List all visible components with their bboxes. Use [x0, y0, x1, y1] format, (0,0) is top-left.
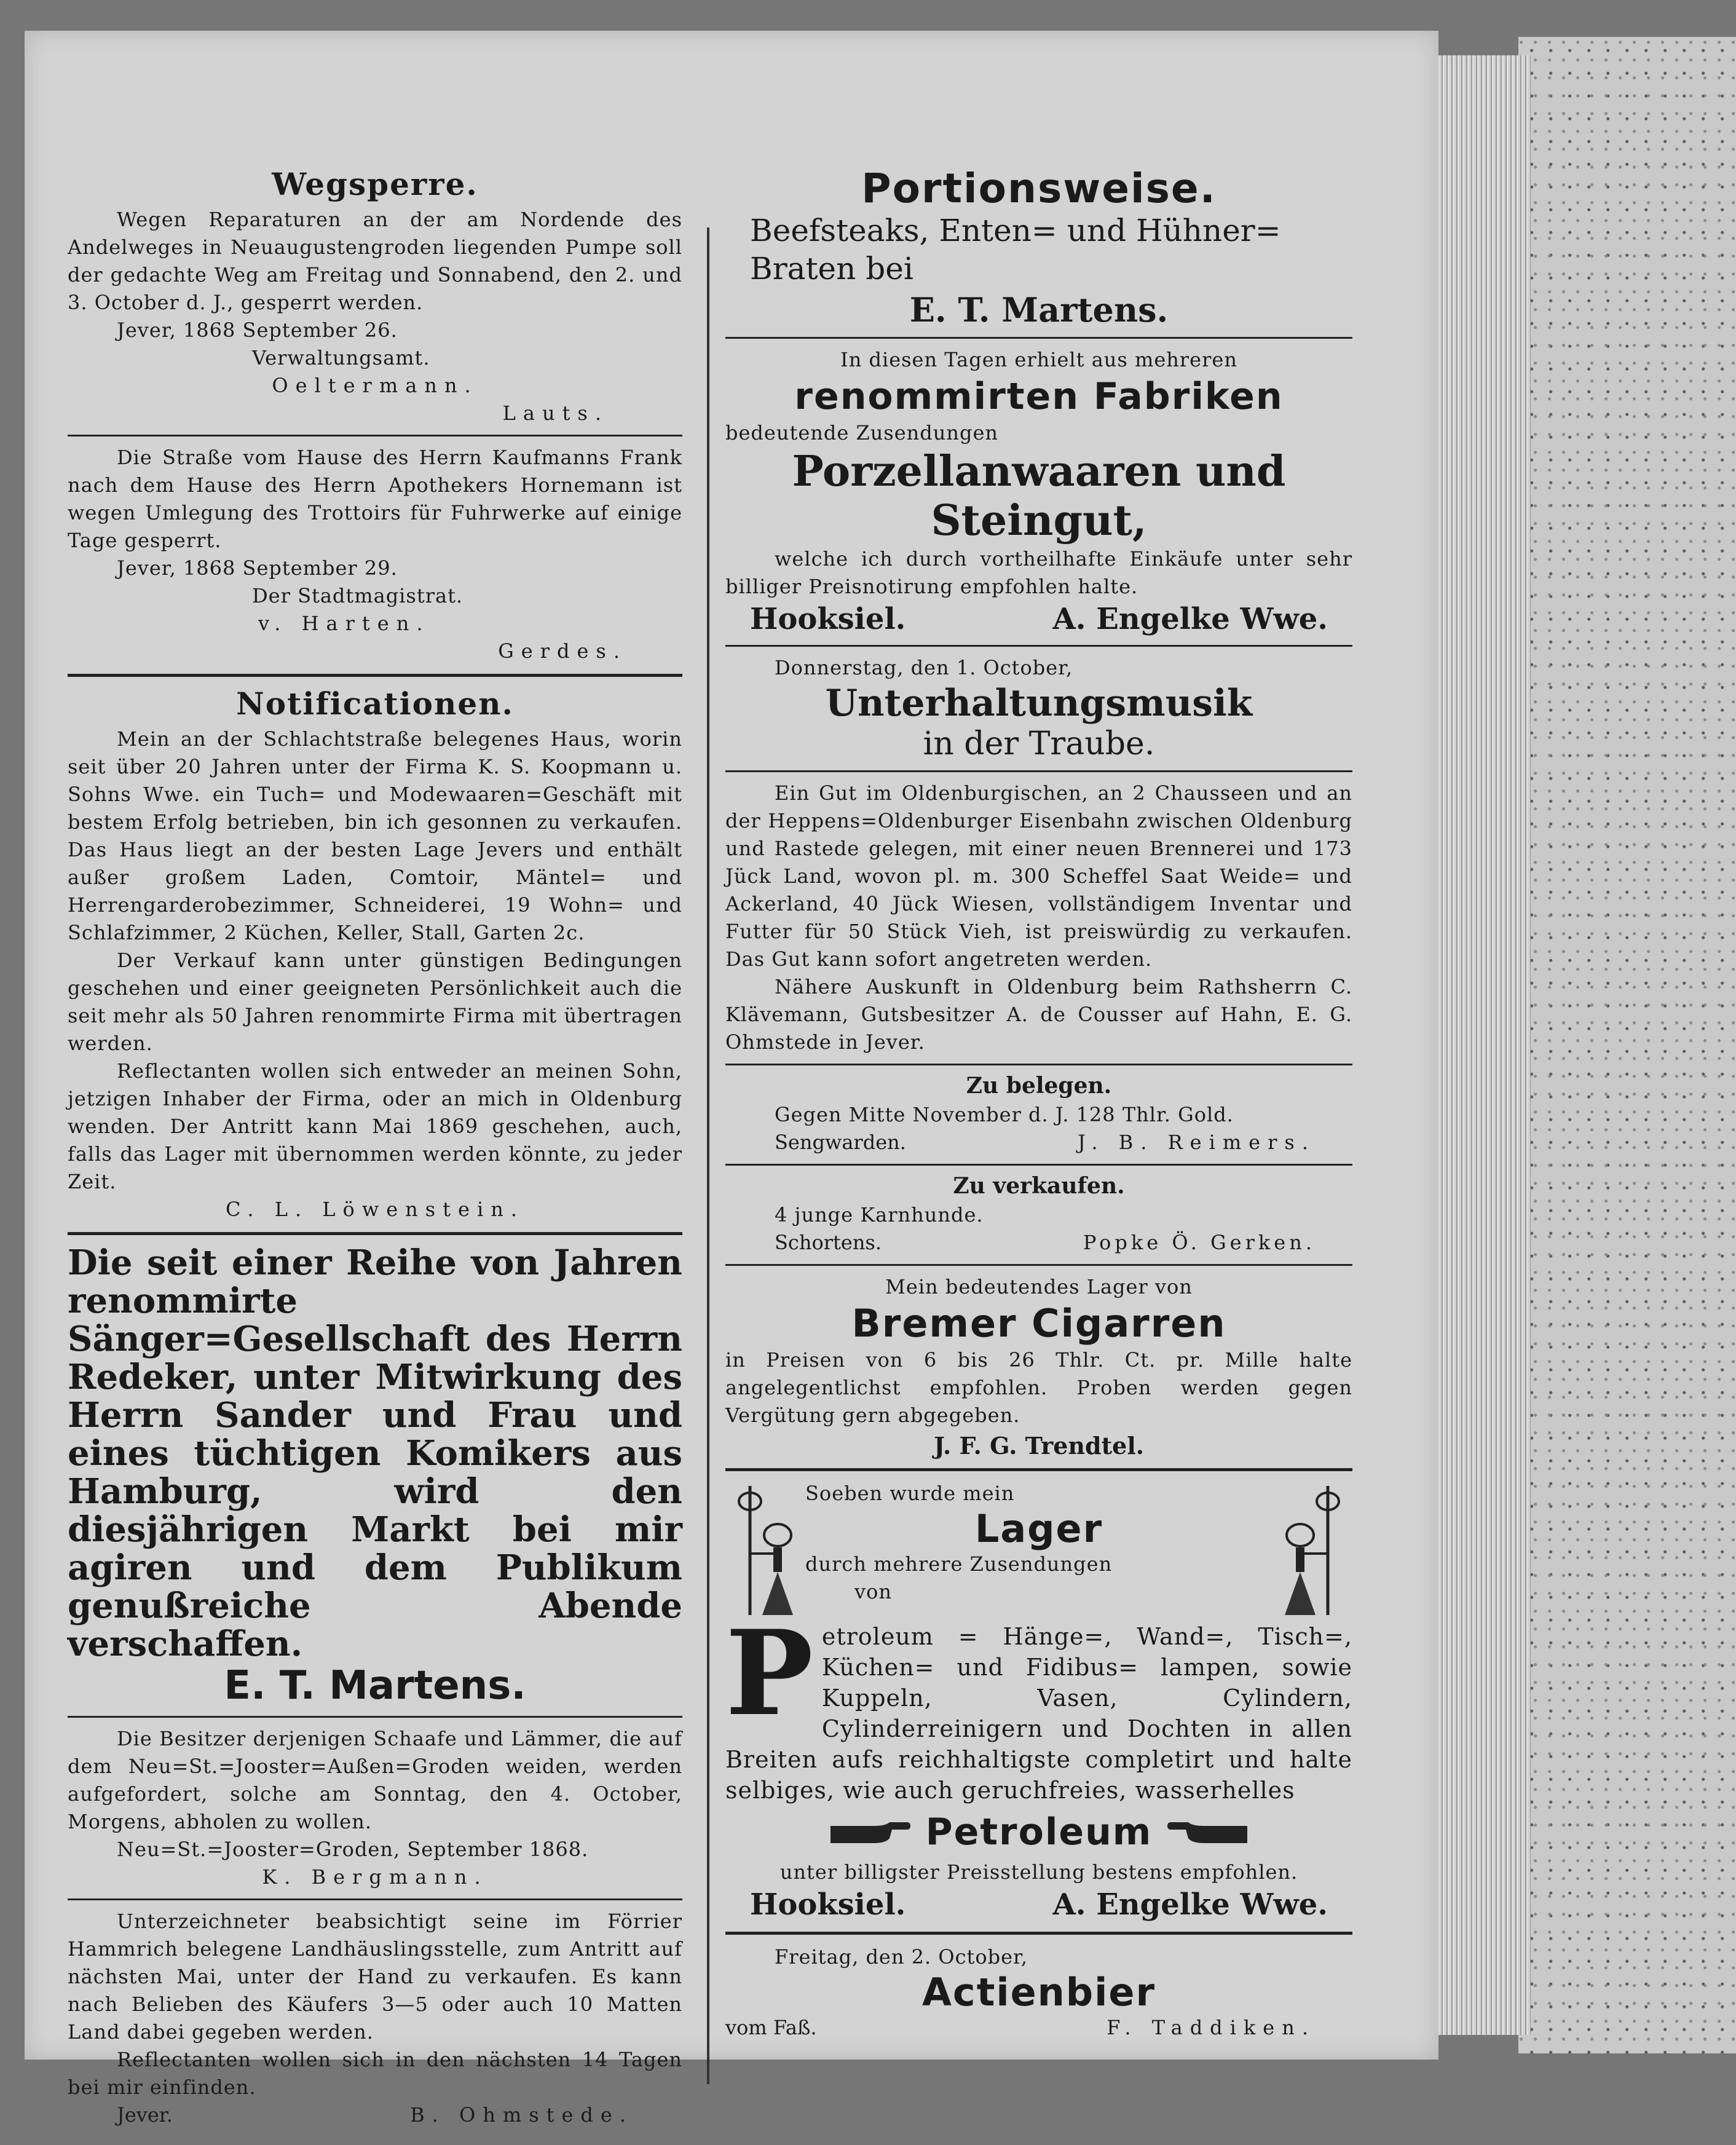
ad-place: Sengwarden.: [775, 1131, 906, 1154]
ad-title: Portionsweise.: [861, 165, 1217, 212]
ad-place: Schortens.: [775, 1231, 882, 1254]
ad-signature: J. B. Reimers.: [1078, 1131, 1316, 1154]
notice-body: Die Straße vom Hause des Herrn Kaufmanns Frank nach dem Hause des Herrn Apothekers Hornemann ist wegen Umlegung des Trottoirs für Fuhrwerke auf einige Tage gesperrt.: [68, 446, 682, 552]
ad-line: bedeutende Zusendungen: [725, 421, 998, 444]
ad-line: In diesen Tagen erhielt aus mehreren: [840, 348, 1237, 371]
notice-body: Die Besitzer derjenigen Schaafe und Lämmer, die auf dem Neu=St.=Jooster=Außen=Groden weiden, werden aufgefordert, solche am Sonntag, den 4. October, Morgens, abholen zu wollen.: [68, 1727, 682, 1833]
divider: [725, 645, 1352, 647]
ad-line: durch mehrere Zusendungen: [805, 1552, 1113, 1576]
notice-signature: Lauts.: [502, 401, 609, 425]
notice-body: Der Verkauf kann unter günstigen Bedingungen geschehen und einer geeigneten Persönlichkeit auch die seit mehr als 50 Jahren renommirte Firma mit übertragen werden.: [68, 949, 682, 1055]
ad-portionsweise: [725, 166, 1352, 330]
ad-line: Soeben wurde mein: [805, 1482, 1015, 1505]
ad-body: welche ich durch vortheilhafte Einkäufe unter sehr billiger Preisnotirung empfohlen halte.: [725, 547, 1352, 598]
divider: [68, 1232, 682, 1235]
notice-body: Wegen Reparaturen an der am Nordende des Andelweges in Neuaugustengroden liegenden Pumpe soll der gedachte Weg am Freitag und Sonnabend, den 2. und 3. October d. J., gesperrt werden.: [68, 208, 682, 314]
ad-body: Beefsteaks, Enten= und Hühner= Braten bei: [750, 213, 1281, 286]
pointing-hand-left-icon: [1167, 1819, 1247, 1846]
notice-signature: v. Harten.: [258, 612, 430, 635]
ad-title: Lager: [974, 1506, 1103, 1551]
ad-signature: J. F. G. Trendtel.: [934, 1432, 1144, 1460]
divider: [68, 1716, 682, 1718]
divider: [68, 674, 682, 677]
ad-musik: [725, 654, 1352, 763]
notice-date: Jever, 1868 September 29.: [117, 556, 398, 580]
ad-title: Actienbier: [921, 1970, 1156, 2015]
ad-title: Zu belegen.: [966, 1073, 1112, 1099]
ad-signature: E. T. Martens.: [909, 290, 1169, 330]
ad-title: Zu verkaufen.: [953, 1173, 1125, 1199]
notice-office: Verwaltungsamt.: [252, 346, 430, 369]
ad-lager: [725, 1480, 1352, 1923]
ad-headline: Porzellanwaaren und Steingut,: [792, 447, 1286, 545]
divider: [68, 1898, 682, 1900]
ad-gut: [725, 780, 1352, 1056]
notice-schaafe: [68, 1725, 682, 1891]
notice-body: Mein an der Schlachtstraße belegenes Haus, worin seit über 20 Jahren unter der Firma K. S. Koopmann u. Sohns Wwe. ein Tuch= und Modewaaren=Geschäft mit bestem Erfolg betrieben, bin ich gesonnen zu verkaufen. Das Haus liegt an der besten Lage Jevers und enthält außer großem Laden, Comtoir, Mäntel= und Herrengarderobezimmer, Schneiderei, 19 Wohn= und Schlafzimmer, 2 Küchen, Keller, Stall, Garten 2c.: [68, 727, 682, 944]
ad-porzellan: [725, 346, 1352, 638]
ad-signature: E. T. Martens.: [224, 1663, 526, 1708]
ad-signature: A. Engelke Wwe.: [1052, 1887, 1328, 1922]
ad-line: Freitag, den 2. October,: [775, 1945, 1028, 1969]
newspaper-page: [25, 31, 1438, 2127]
notice-strasse: [68, 444, 682, 665]
notice-date: Neu=St.=Jooster=Groden, September 1868.: [117, 1838, 589, 1861]
left-column: [68, 166, 682, 2129]
divider: [68, 435, 682, 437]
ad-headline: renommirten Fabriken: [794, 375, 1284, 418]
column-rule: [707, 227, 709, 2084]
notice-landhaus: [68, 1908, 682, 2129]
right-column: [725, 166, 1352, 2042]
ad-actienbier: [725, 1943, 1352, 2042]
notice-body: Unterzeichneter beabsichtigt seine im Förrier Hammrich belegene Landhäuslingsstelle, zum Antritt auf nächsten Mai, unter der Hand zu verkaufen. Es kann nach Belieben des Käufers 3—5 oder auch 10 Matten Land dabei gegeben werden.: [68, 1910, 682, 2044]
ad-title: Bremer Cigarren: [851, 1301, 1226, 1346]
notice-office: Der Stadtmagistrat.: [252, 584, 464, 607]
ad-saenger: [68, 1244, 682, 1708]
ad-signature: A. Engelke Wwe.: [1052, 602, 1328, 636]
notice-body: Reflectanten wollen sich entweder an meinen Sohn, jetzigen Inhaber der Firma, oder an mich in Oldenburg wenden. Der Antritt kann Mai 1869 geschehen, auch, falls das Lager mit übernommen werden könnte, zu jeder Zeit.: [68, 1059, 682, 1193]
ad-body: etroleum = Hänge=, Wand=, Tisch=, Küchen= und Fidibus= lampen, sowie Kuppeln, Vasen, Cylindern, Cylinderreinigern und Dochten in allen Breiten aufs reichhaltigste completirt und halte selbiges, wie auch geruchfreies, wasserhelles: [725, 1623, 1352, 1804]
ad-line: Mein bedeutendes Lager von: [885, 1275, 1193, 1298]
ad-body: Die seit einer Reihe von Jahren renommirte Sänger=Gesellschaft des Herrn Redeker, unter Mitwirkung des Herrn Sander und Frau und eines tüchtigen Komikers aus Hamburg, wird den diesjährigen Markt bei mir agiren und dem Publikum genußreiche Abende verschaffen.: [68, 1242, 682, 1664]
notice-signature: C. L. Löwenstein.: [226, 1198, 524, 1221]
divider: [725, 1468, 1352, 1471]
ad-body: in Preisen von 6 bis 26 Thlr. Ct. pr. Mille halte angelegentlichst empfohlen. Proben werden gegen Vergütung gern abgegeben.: [725, 1348, 1352, 1427]
pointing-hand-right-icon: [831, 1819, 910, 1846]
ad-initial: P: [725, 1621, 813, 1742]
ad-line: von: [854, 1580, 892, 1603]
ad-signature: Popke Ö. Gerken.: [1083, 1231, 1316, 1254]
ad-belegen: [725, 1073, 1352, 1156]
lamp-illustration-icon: [732, 1480, 799, 1621]
ad-body: Nähere Auskunft in Oldenburg beim Rathsherrn C. Klävemann, Gutsbesitzer A. de Cousser auf Hahn, E. G. Ohmstede in Jever.: [725, 975, 1352, 1054]
divider: [725, 1932, 1352, 1935]
divider: [725, 1064, 1352, 1065]
section-title: Notificationen.: [236, 685, 514, 722]
ad-verkaufen: [725, 1173, 1352, 1257]
notice-body: Reflectanten wollen sich in den nächsten 14 Tagen bei mir einfinden.: [68, 2048, 682, 2099]
ad-body: Ein Gut im Oldenburgischen, an 2 Chausseen und an der Heppens=Oldenburger Eisenbahn zwischen Oldenburg und Rastede gelegen, mit einer neuen Brennerei und 173 Jück Land, wovon pl. m. 300 Scheffel Saat Weide= und Ackerland, 40 Jück Wiesen, vollständigem Inventar und Futter für 50 Stück Vieh, ist preiswürdig zu verkaufen. Das Gut kann sofort angetreten werden.: [725, 781, 1352, 971]
ad-headline: Unterhaltungsmusik: [825, 682, 1253, 725]
divider: [725, 1264, 1352, 1266]
divider: [725, 1164, 1352, 1166]
ad-cigarren: [725, 1273, 1352, 1460]
ad-signature: F. Taddiken.: [1107, 2016, 1316, 2039]
notice-date: Jever, 1868 September 26.: [117, 318, 398, 342]
ad-body: 4 junge Karnhunde.: [775, 1203, 984, 1227]
ad-line: unter billigster Preisstellung bestens empfohlen.: [779, 1860, 1298, 1884]
lamp-illustration-icon: [1279, 1480, 1346, 1621]
notice-title: Wegsperre.: [272, 166, 478, 202]
ad-place: vom Faß.: [725, 2016, 817, 2039]
notice-place: Jever.: [117, 2103, 173, 2127]
notice-signature: K. Bergmann.: [262, 1865, 488, 1889]
notice-signature: Gerdes.: [498, 639, 627, 663]
ad-title: Petroleum: [925, 1811, 1153, 1854]
ad-body: Gegen Mitte November d. J. 128 Thlr. Gold.: [775, 1103, 1234, 1126]
notice-signature: Oeltermann.: [272, 374, 478, 397]
divider: [725, 337, 1352, 339]
notice-notificationen: [68, 685, 682, 1223]
ad-line: in der Traube.: [923, 725, 1155, 762]
notice-wegsperre: [68, 166, 682, 427]
notice-signature: B. Ohmstede.: [410, 2103, 633, 2127]
ad-line: Donnerstag, den 1. October,: [775, 656, 1073, 679]
ad-place: Hooksiel.: [750, 1887, 906, 1922]
ad-place: Hooksiel.: [750, 602, 906, 636]
divider: [725, 770, 1352, 772]
book-cover: [1518, 37, 1736, 2053]
